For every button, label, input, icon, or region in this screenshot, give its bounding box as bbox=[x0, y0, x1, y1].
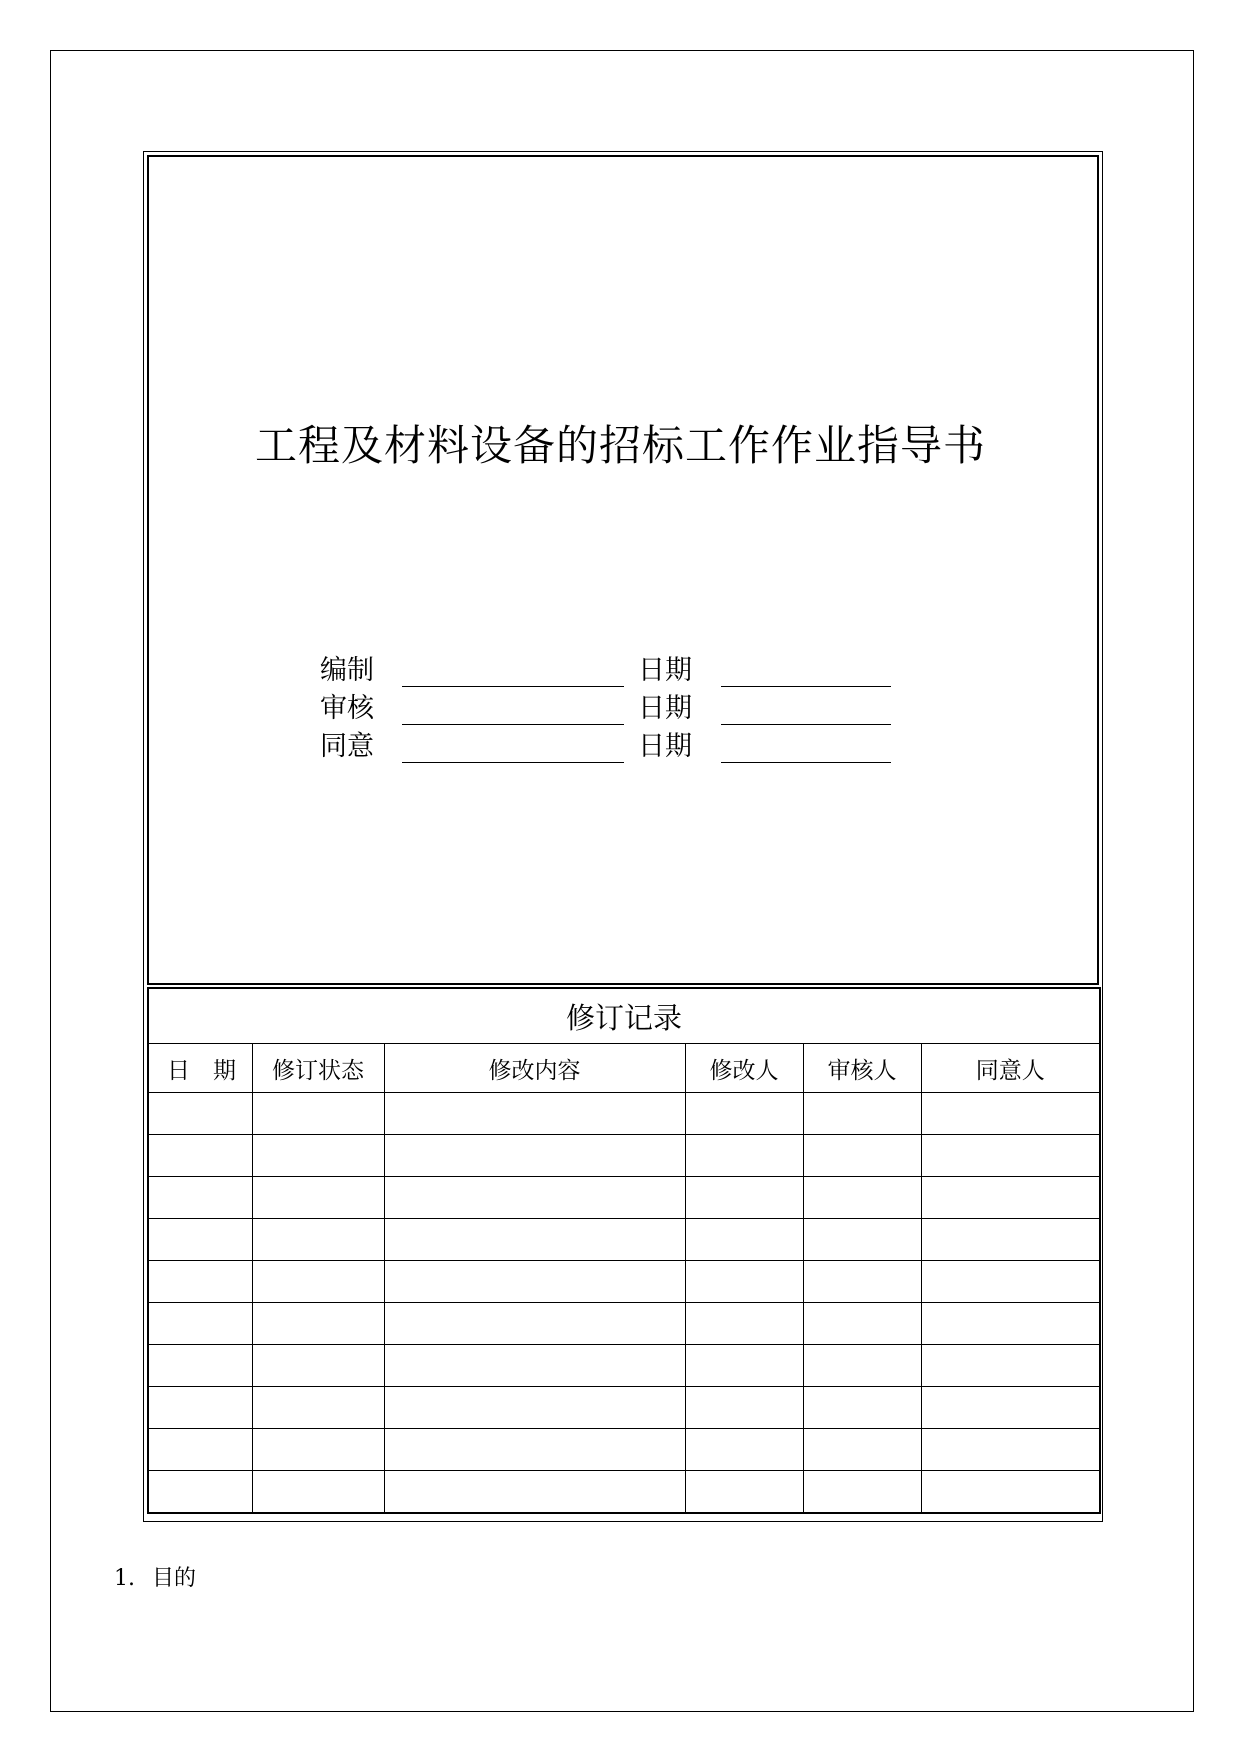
table-row bbox=[148, 1219, 1100, 1261]
section-number: 1. bbox=[114, 1566, 135, 1591]
table-cell bbox=[921, 1345, 1100, 1387]
table-cell bbox=[252, 1429, 384, 1471]
table-cell bbox=[803, 1345, 921, 1387]
signoff-row-compile bbox=[0, 652, 1241, 690]
table-cell bbox=[384, 1135, 685, 1177]
table-cell bbox=[148, 1387, 252, 1429]
table-cell bbox=[384, 1093, 685, 1135]
table-cell bbox=[803, 1135, 921, 1177]
date-line bbox=[721, 724, 891, 725]
table-cell bbox=[384, 1429, 685, 1471]
table-cell bbox=[148, 1429, 252, 1471]
table-cell bbox=[148, 1471, 252, 1514]
table-cell bbox=[685, 1429, 803, 1471]
table-row bbox=[148, 1429, 1100, 1471]
table-cell bbox=[921, 1303, 1100, 1345]
header-approved-by: 同意人 bbox=[921, 1044, 1100, 1093]
table-cell bbox=[803, 1471, 921, 1514]
header-date: 日 期 bbox=[148, 1044, 252, 1093]
revision-header-row bbox=[148, 1044, 1100, 1093]
table-cell bbox=[384, 1387, 685, 1429]
header-revision-status: 修订状态 bbox=[252, 1044, 384, 1093]
date-label: 日期 bbox=[638, 731, 692, 762]
date-line bbox=[721, 686, 891, 687]
table-cell bbox=[685, 1387, 803, 1429]
revision-record-caption: 修订记录 bbox=[148, 988, 1100, 1044]
table-cell bbox=[252, 1303, 384, 1345]
table-cell bbox=[252, 1093, 384, 1135]
table-row bbox=[148, 1135, 1100, 1177]
table-cell bbox=[921, 1093, 1100, 1135]
table-cell bbox=[685, 1219, 803, 1261]
table-cell bbox=[252, 1387, 384, 1429]
table-cell bbox=[803, 1177, 921, 1219]
table-cell bbox=[384, 1303, 685, 1345]
table-row bbox=[148, 1261, 1100, 1303]
table-cell bbox=[685, 1261, 803, 1303]
revision-record-table bbox=[147, 987, 1101, 1514]
table-cell bbox=[685, 1135, 803, 1177]
table-cell bbox=[384, 1471, 685, 1514]
table-cell bbox=[148, 1177, 252, 1219]
table-cell bbox=[803, 1387, 921, 1429]
table-cell bbox=[685, 1093, 803, 1135]
table-cell bbox=[921, 1471, 1100, 1514]
table-row bbox=[148, 1093, 1100, 1135]
date-label: 日期 bbox=[638, 693, 692, 724]
table-cell bbox=[921, 1219, 1100, 1261]
table-cell bbox=[148, 1345, 252, 1387]
table-row bbox=[148, 1177, 1100, 1219]
table-row bbox=[148, 1387, 1100, 1429]
table-cell bbox=[148, 1303, 252, 1345]
signature-line bbox=[402, 762, 624, 763]
header-modified-by: 修改人 bbox=[685, 1044, 803, 1093]
header-reviewed-by: 审核人 bbox=[803, 1044, 921, 1093]
table-row bbox=[148, 1345, 1100, 1387]
table-cell bbox=[803, 1429, 921, 1471]
document-title: 工程及材料设备的招标工作作业指导书 bbox=[254, 421, 986, 470]
table-cell bbox=[148, 1135, 252, 1177]
table-cell bbox=[685, 1303, 803, 1345]
table-cell bbox=[252, 1219, 384, 1261]
section-title: 目的 bbox=[152, 1566, 197, 1591]
table-cell bbox=[148, 1261, 252, 1303]
signature-line bbox=[402, 724, 624, 725]
table-cell bbox=[252, 1471, 384, 1514]
header-revision-content: 修改内容 bbox=[384, 1044, 685, 1093]
signoff-label: 同意 bbox=[320, 731, 374, 762]
table-cell bbox=[685, 1345, 803, 1387]
signoff-row-review bbox=[0, 690, 1241, 728]
table-cell bbox=[685, 1471, 803, 1514]
table-row bbox=[148, 1471, 1100, 1514]
table-cell bbox=[921, 1429, 1100, 1471]
table-cell bbox=[384, 1261, 685, 1303]
table-row bbox=[148, 1303, 1100, 1345]
table-cell bbox=[685, 1177, 803, 1219]
table-cell bbox=[252, 1135, 384, 1177]
signoff-label: 审核 bbox=[320, 693, 374, 724]
table-cell bbox=[803, 1219, 921, 1261]
date-label: 日期 bbox=[638, 655, 692, 686]
signature-line bbox=[402, 686, 624, 687]
table-cell bbox=[252, 1177, 384, 1219]
date-line bbox=[721, 762, 891, 763]
table-cell bbox=[384, 1177, 685, 1219]
table-cell bbox=[384, 1219, 685, 1261]
table-cell bbox=[803, 1093, 921, 1135]
table-cell bbox=[803, 1261, 921, 1303]
cover-panel bbox=[147, 155, 1099, 985]
table-cell bbox=[148, 1219, 252, 1261]
table-cell bbox=[921, 1387, 1100, 1429]
table-cell bbox=[148, 1093, 252, 1135]
section-heading bbox=[114, 1568, 196, 1590]
table-cell bbox=[803, 1303, 921, 1345]
table-cell bbox=[921, 1135, 1100, 1177]
table-cell bbox=[252, 1345, 384, 1387]
signoff-row-approve bbox=[0, 728, 1241, 766]
signoff-label: 编制 bbox=[320, 655, 374, 686]
table-cell bbox=[252, 1261, 384, 1303]
table-cell bbox=[921, 1261, 1100, 1303]
table-cell bbox=[921, 1177, 1100, 1219]
table-cell bbox=[384, 1345, 685, 1387]
